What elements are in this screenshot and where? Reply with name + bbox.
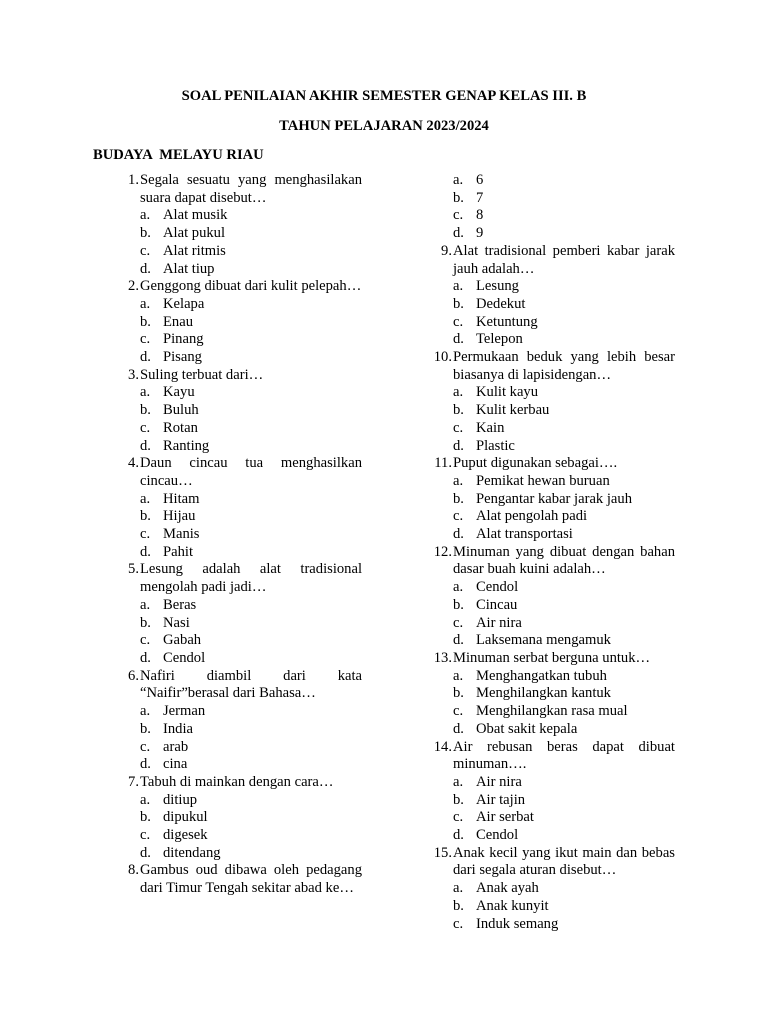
answer-option (423, 420, 675, 438)
question-item (423, 739, 675, 774)
option-letter: a. (140, 791, 151, 808)
answer-option (423, 402, 675, 420)
option-text: arab (163, 738, 189, 755)
answer-option (423, 880, 675, 898)
answer-option (110, 792, 362, 810)
answer-option (423, 491, 675, 509)
answer-option (110, 721, 362, 739)
answer-options (110, 792, 362, 863)
option-text: Obat sakit kepala (476, 720, 578, 737)
question-item (423, 455, 675, 473)
answer-option (110, 597, 362, 615)
question-item (423, 845, 675, 880)
option-text: Alat pengolah padi (476, 508, 588, 525)
option-text: Kain (476, 419, 505, 436)
answer-options (110, 703, 362, 774)
question-number: 14. (433, 738, 452, 755)
option-text: Nasi (163, 614, 190, 631)
option-letter: d. (453, 632, 464, 649)
option-text: Air tajin (476, 791, 526, 808)
option-letter: c. (453, 915, 464, 932)
option-letter: b. (140, 313, 151, 330)
question-item (423, 243, 675, 278)
option-text: 9 (476, 225, 484, 242)
school-year: TAHUN PELAJARAN 2023/2024 (279, 118, 489, 134)
option-letter: b. (140, 614, 151, 631)
answer-options (423, 579, 675, 650)
answer-option (423, 579, 675, 597)
question-number: 11. (434, 455, 452, 472)
answer-option (423, 314, 675, 332)
option-text: Alat ritmis (163, 242, 226, 259)
question-text: Lesung adalah alat tradisional mengolah padi jadi… (140, 561, 362, 596)
answer-option (110, 384, 362, 402)
option-letter: c. (140, 331, 151, 348)
option-text: 7 (476, 189, 484, 206)
question-number: 2. (128, 278, 139, 295)
option-text: Air nira (476, 773, 522, 790)
option-letter: c. (140, 738, 151, 755)
answer-option (110, 243, 362, 261)
option-text: Lesung (476, 278, 519, 295)
option-text: Alat musik (163, 207, 228, 224)
answer-option (110, 508, 362, 526)
answer-option (423, 331, 675, 349)
option-letter: b. (453, 295, 464, 312)
option-text: Hijau (163, 508, 196, 525)
answer-option (423, 508, 675, 526)
question-text: Anak kecil yang ikut main dan bebas dari segala aturan disebut… (453, 844, 675, 879)
option-text: Cincau (476, 596, 518, 613)
option-text: Gabah (163, 632, 202, 649)
option-letter: d. (140, 437, 151, 454)
option-text: Dedekut (476, 295, 526, 312)
question-number: 9. (441, 242, 452, 259)
option-letter: c. (453, 809, 464, 826)
question-text: Daun cincau tua menghasilkan cincau… (140, 455, 362, 489)
option-text: Cendol (476, 579, 519, 596)
question-text: Gambus oud dibawa oleh pedagang dari Timur Tengah sekitar abad ke… (140, 862, 362, 897)
option-letter: b. (453, 685, 464, 702)
option-letter: b. (453, 897, 464, 914)
option-letter: d. (453, 526, 464, 543)
answer-option (423, 207, 675, 225)
answer-option (110, 261, 362, 279)
option-letter: c. (453, 614, 464, 631)
answer-option (110, 402, 362, 420)
question-text: Segala sesuatu yang menghasilakan suara dapat disebut… (140, 172, 362, 206)
question-number: 12. (433, 543, 452, 560)
option-text: Kayu (163, 384, 195, 401)
option-letter: b. (140, 809, 151, 826)
option-letter: a. (453, 384, 464, 401)
option-letter: a. (453, 579, 464, 596)
answer-options (110, 296, 362, 367)
answer-options (110, 384, 362, 455)
option-text: Alat pukul (163, 225, 226, 242)
option-text: Menghilangkan rasa mual (476, 703, 628, 720)
option-letter: d. (453, 225, 464, 242)
option-letter: a. (453, 278, 464, 295)
answer-option (423, 597, 675, 615)
right-question-column (423, 172, 675, 933)
answer-option (110, 544, 362, 562)
option-text: Induk semang (476, 915, 559, 932)
question-text: Tabuh di mainkan dengan cara… (140, 773, 334, 790)
option-letter: d. (140, 844, 151, 861)
answer-options (423, 384, 675, 455)
option-text: Kulit kayu (476, 384, 539, 401)
option-text: Manis (163, 526, 200, 543)
answer-option (423, 473, 675, 491)
answer-options (110, 597, 362, 668)
question-item (110, 774, 362, 792)
option-text: Plastic (476, 437, 515, 454)
option-text: Hitam (163, 490, 200, 507)
question-item (423, 650, 675, 668)
question-item (110, 172, 362, 207)
answer-option (423, 685, 675, 703)
question-item (423, 544, 675, 579)
answer-option (423, 916, 675, 934)
answer-option (110, 331, 362, 349)
answer-options (423, 880, 675, 933)
option-letter: a. (140, 490, 151, 507)
answer-option (423, 898, 675, 916)
answer-option (110, 438, 362, 456)
option-letter: a. (453, 667, 464, 684)
option-letter: a. (140, 384, 151, 401)
option-text: Anak kunyit (476, 897, 549, 914)
option-letter: d. (140, 649, 151, 666)
option-text: cina (163, 756, 188, 773)
exam-title: SOAL PENILAIAN AKHIR SEMESTER GENAP KELAS III. B (181, 88, 587, 104)
option-letter: c. (453, 508, 464, 525)
answer-option (423, 526, 675, 544)
answer-option (110, 420, 362, 438)
answer-option (110, 827, 362, 845)
option-text: 8 (476, 207, 484, 224)
answer-option (110, 632, 362, 650)
answer-option (423, 384, 675, 402)
question-number: 3. (128, 366, 139, 383)
answer-option (110, 615, 362, 633)
option-letter: b. (140, 225, 151, 242)
option-letter: d. (140, 543, 151, 560)
question-item (110, 561, 362, 596)
option-text: Kelapa (163, 295, 205, 312)
answer-options (110, 491, 362, 562)
option-text: Anak ayah (476, 880, 539, 897)
option-text: ditiup (163, 791, 198, 808)
question-text: Minuman yang dibuat dengan bahan dasar buah kuini adalah… (453, 543, 675, 578)
option-letter: b. (453, 402, 464, 419)
question-number: 8. (128, 862, 139, 879)
answer-option (110, 491, 362, 509)
question-number: 4. (128, 455, 139, 472)
question-number: 5. (128, 561, 139, 578)
answer-option (423, 225, 675, 243)
option-text: Air serbat (476, 809, 534, 826)
option-letter: a. (140, 207, 151, 224)
option-letter: c. (453, 703, 464, 720)
option-letter: b. (453, 596, 464, 613)
answer-option (110, 526, 362, 544)
answer-option (423, 668, 675, 686)
question-item (110, 862, 362, 897)
option-text: Rotan (163, 419, 198, 436)
option-text: Cendol (163, 649, 206, 666)
answer-option (423, 190, 675, 208)
question-text: Genggong dibuat dari kulit pelepah… (140, 278, 362, 295)
answer-option (110, 314, 362, 332)
answer-options (423, 278, 675, 349)
option-letter: d. (453, 827, 464, 844)
answer-option (423, 296, 675, 314)
answer-option (423, 809, 675, 827)
answer-option (110, 809, 362, 827)
option-text: Pisang (163, 349, 202, 366)
option-text: Jerman (163, 703, 206, 720)
option-text: Telepon (476, 331, 523, 348)
question-text: Alat tradisional pemberi kabar jarak jauh adalah… (453, 242, 675, 277)
option-text: Air nira (476, 614, 522, 631)
question-number: 13. (433, 649, 452, 666)
option-text: Menghilangkan kantuk (476, 685, 611, 702)
answer-option (423, 172, 675, 190)
answer-option (423, 438, 675, 456)
answer-option (423, 703, 675, 721)
option-text: Buluh (163, 402, 199, 419)
answer-option (423, 632, 675, 650)
question-number: 10. (433, 349, 452, 366)
answer-option (423, 278, 675, 296)
option-text: Pahit (163, 543, 193, 560)
answer-option (110, 349, 362, 367)
option-text: Ketuntung (476, 313, 538, 330)
option-text: Pinang (163, 331, 204, 348)
option-letter: a. (453, 472, 464, 489)
question-text: Permukaan beduk yang lebih besar biasanya di lapisidengan… (453, 349, 675, 383)
question-item (423, 349, 675, 384)
question-text: Nafiri diambil dari kata “Naifir”berasal dari Bahasa… (140, 667, 362, 702)
option-letter: a. (140, 295, 151, 312)
option-letter: a. (453, 172, 464, 188)
option-letter: b. (140, 720, 151, 737)
option-letter: b. (140, 508, 151, 525)
question-text: Air rebusan beras dapat dibuat minuman…. (453, 738, 675, 773)
option-letter: c. (453, 419, 464, 436)
option-letter: c. (140, 827, 151, 844)
option-letter: d. (140, 349, 151, 366)
question-text: Puput digunakan sebagai…. (453, 455, 618, 472)
option-text: 6 (476, 172, 484, 188)
option-letter: c. (140, 526, 151, 543)
answer-option (110, 756, 362, 774)
option-text: Cendol (476, 827, 519, 844)
answer-option (423, 792, 675, 810)
option-letter: d. (140, 260, 151, 277)
question-item (110, 367, 362, 385)
option-letter: c. (140, 419, 151, 436)
question-number: 15. (433, 844, 452, 861)
option-letter: d. (453, 720, 464, 737)
option-text: India (163, 720, 193, 737)
option-letter: d. (453, 331, 464, 348)
left-question-column (110, 172, 362, 898)
option-text: Alat transportasi (476, 526, 573, 543)
question-text: Suling terbuat dari… (140, 366, 264, 383)
option-letter: d. (453, 437, 464, 454)
answer-option (423, 827, 675, 845)
option-text: Ranting (163, 437, 210, 454)
option-letter: b. (140, 402, 151, 419)
option-letter: b. (453, 189, 464, 206)
question-text: Minuman serbat berguna untuk… (453, 649, 651, 666)
option-letter: a. (453, 880, 464, 897)
option-text: Menghangatkan tubuh (476, 667, 607, 684)
option-text: Laksemana mengamuk (476, 632, 611, 649)
question-item (110, 668, 362, 703)
question-number: 1. (128, 172, 139, 188)
option-text: ditendang (163, 844, 221, 861)
option-letter: c. (140, 242, 151, 259)
option-letter: a. (453, 773, 464, 790)
option-letter: a. (140, 703, 151, 720)
option-text: Pemikat hewan buruan (476, 472, 610, 489)
option-letter: b. (453, 791, 464, 808)
answer-options (110, 207, 362, 278)
option-text: Kulit kerbau (476, 402, 550, 419)
question-number: 7. (128, 773, 139, 790)
option-text: Alat tiup (163, 260, 215, 277)
question-item (110, 278, 362, 296)
answer-option (423, 615, 675, 633)
answer-option (110, 703, 362, 721)
option-text: Beras (163, 596, 197, 613)
answer-options (423, 668, 675, 739)
answer-options (423, 774, 675, 845)
answer-option (423, 774, 675, 792)
question-8-options-continued (423, 172, 675, 243)
option-letter: a. (140, 596, 151, 613)
option-text: digesek (163, 827, 208, 844)
option-text: Enau (163, 313, 193, 330)
question-number: 6. (128, 667, 139, 684)
option-text: dipukul (163, 809, 208, 826)
answer-options (423, 473, 675, 544)
option-letter: d. (140, 756, 151, 773)
answer-option (110, 650, 362, 668)
option-letter: c. (140, 632, 151, 649)
option-letter: c. (453, 207, 464, 224)
answer-option (110, 739, 362, 757)
answer-option (110, 225, 362, 243)
answer-option (110, 845, 362, 863)
question-item (110, 455, 362, 490)
answer-option (110, 296, 362, 314)
answer-option (423, 721, 675, 739)
subject-heading: BUDAYA MELAYU RIAU (93, 147, 264, 163)
option-letter: c. (453, 313, 464, 330)
option-text: Pengantar kabar jarak jauh (476, 490, 632, 507)
answer-option (110, 207, 362, 225)
option-letter: b. (453, 490, 464, 507)
